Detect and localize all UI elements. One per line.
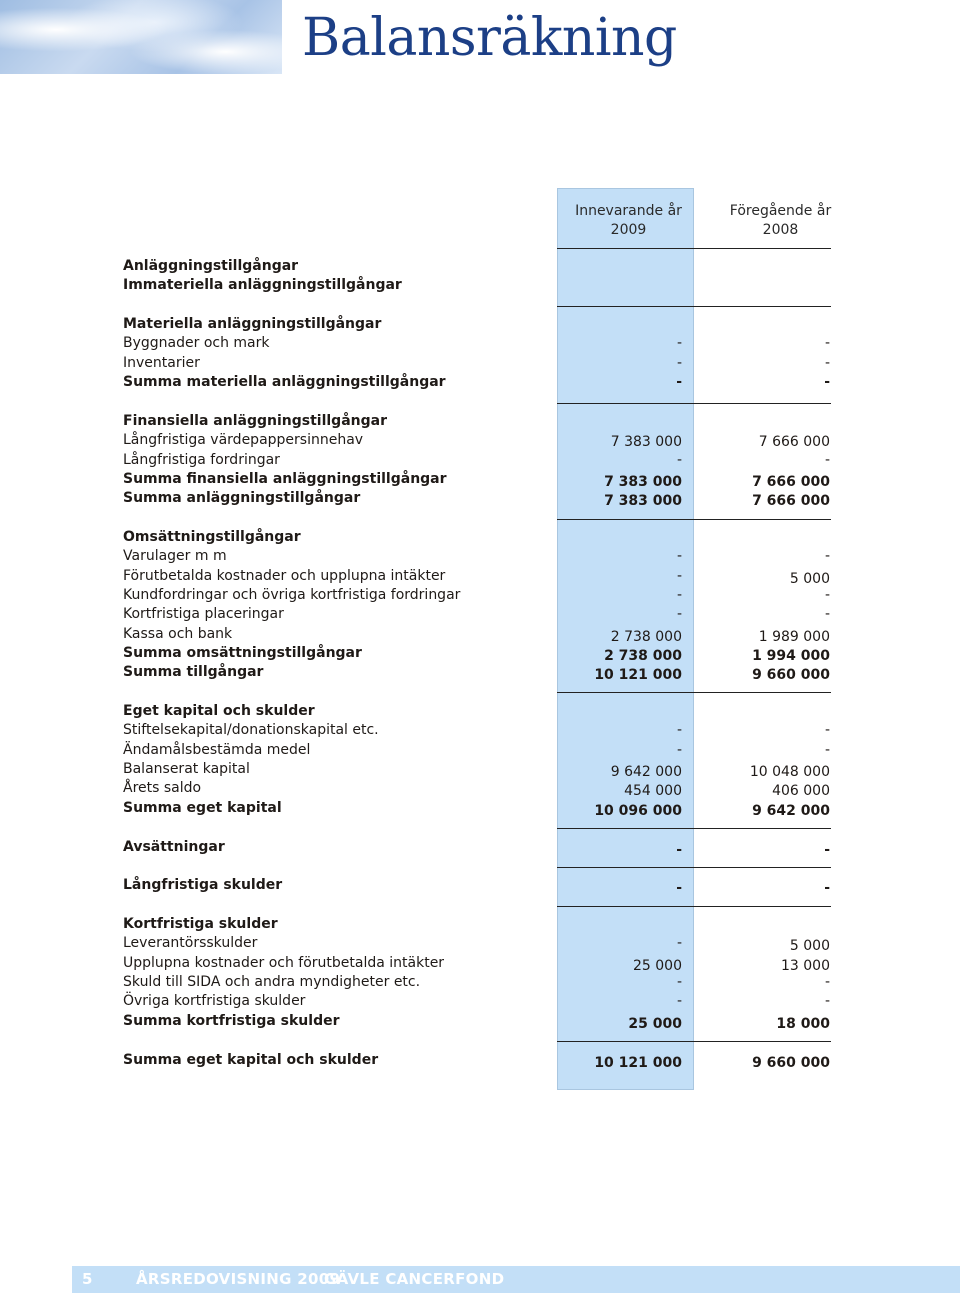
table-row (0, 335, 960, 355)
row-label: Balanserat kapital (123, 761, 250, 777)
row-label: Avsättningar (123, 839, 225, 855)
previous-value: 7 666 000 (752, 474, 830, 490)
previous-value: - (824, 452, 830, 468)
table-row (0, 258, 960, 278)
row-label: Årets saldo (123, 780, 202, 796)
divider-langfristiga (557, 906, 831, 907)
table-row (0, 316, 960, 336)
row-label: Anläggningstillgångar (123, 258, 299, 274)
previous-value: 13 000 (781, 958, 830, 974)
table-row (0, 355, 960, 375)
row-label: Summa anläggningstillgångar (123, 490, 361, 506)
previous-value: - (824, 335, 830, 351)
previous-value: 7 666 000 (758, 434, 830, 450)
current-value: 2 738 000 (604, 648, 682, 664)
row-label: Stiftelsekapital/donationskapital etc. (123, 722, 379, 738)
current-value: - (676, 722, 682, 738)
current-value: 25 000 (633, 958, 682, 974)
row-label: Summa eget kapital (123, 800, 282, 816)
row-label: Leverantörsskulder (123, 935, 258, 951)
table-row (0, 606, 960, 626)
footer-publication: ÅRSREDOVISNING 2009 (136, 1270, 341, 1288)
table-row (0, 780, 960, 800)
row-label: Långfristiga skulder (123, 877, 283, 893)
previous-value: 406 000 (772, 783, 830, 799)
table-row (0, 955, 960, 975)
table-row (0, 432, 960, 452)
previous-value: - (824, 548, 830, 564)
current-value: 7 383 000 (610, 434, 682, 450)
table-row (0, 722, 960, 742)
current-value: 10 121 000 (594, 1055, 682, 1071)
row-label: Finansiella anläggningstillgångar (123, 413, 387, 429)
table-row (0, 916, 960, 936)
previous-value: - (824, 993, 830, 1009)
row-label: Kundfordringar och övriga kortfristiga fordringar (123, 587, 461, 603)
previous-value: - (824, 880, 830, 896)
divider-kortfristiga (557, 1041, 831, 1042)
previous-value: 9 660 000 (752, 1055, 830, 1071)
current-value: - (676, 842, 682, 858)
row-label: Långfristiga värdepappersinnehav (123, 432, 364, 448)
table-row (0, 471, 960, 491)
current-value: 10 096 000 (594, 803, 682, 819)
page-number: 5 (82, 1270, 93, 1288)
table-row (0, 490, 960, 510)
previous-value: - (824, 587, 830, 603)
current-value: - (676, 606, 682, 622)
footer-organization: GÄVLE CANCERFOND (324, 1270, 505, 1288)
table-row (0, 277, 960, 297)
row-label: Omsättningstillgångar (123, 529, 301, 545)
previous-value: - (824, 355, 830, 371)
table-row (0, 413, 960, 433)
row-label: Skuld till SIDA och andra myndigheter etc. (123, 974, 421, 990)
previous-year-value: 2008 (762, 222, 799, 238)
table-row (0, 974, 960, 994)
divider-tillgangar (557, 692, 831, 693)
row-label: Byggnader och mark (123, 335, 270, 351)
previous-value: 1 994 000 (752, 648, 830, 664)
table-row (0, 800, 960, 820)
row-label: Immateriella anläggningstillgångar (123, 277, 402, 293)
current-value: - (676, 568, 682, 584)
row-label: Inventarier (123, 355, 200, 371)
header-flower-image (0, 0, 282, 74)
current-value: - (676, 993, 682, 1009)
table-row (0, 877, 960, 897)
row-label: Ändamålsbestämda medel (123, 742, 311, 758)
row-label: Varulager m m (123, 548, 227, 564)
current-year-value: 2009 (610, 222, 647, 238)
previous-value: - (824, 606, 830, 622)
row-label: Summa kortfristiga skulder (123, 1013, 340, 1029)
current-value: - (676, 742, 682, 758)
row-label: Kortfristiga placeringar (123, 606, 284, 622)
previous-value: 7 666 000 (752, 493, 830, 509)
current-value: 2 738 000 (610, 629, 682, 645)
divider-avsattningar (557, 867, 831, 868)
divider-eget-kapital (557, 828, 831, 829)
current-value: - (676, 452, 682, 468)
previous-value: - (824, 974, 830, 990)
table-row (0, 742, 960, 762)
table-row (0, 568, 960, 588)
previous-value: - (824, 742, 830, 758)
current-value: - (676, 880, 682, 896)
current-value: - (676, 374, 682, 390)
table-row (0, 548, 960, 568)
previous-value: 5 000 (789, 571, 830, 587)
current-value: - (676, 587, 682, 603)
current-value: 454 000 (624, 783, 682, 799)
table-row (0, 374, 960, 394)
previous-value: 18 000 (776, 1016, 830, 1032)
previous-value: - (824, 842, 830, 858)
previous-value: 1 989 000 (758, 629, 830, 645)
previous-value: - (824, 374, 830, 390)
table-row (0, 761, 960, 781)
table-row (0, 993, 960, 1013)
previous-year-label: Föregående år (729, 203, 832, 219)
page-title: Balansräkning (302, 8, 677, 68)
current-value: - (676, 935, 682, 951)
table-row (0, 452, 960, 472)
previous-value: 5 000 (789, 938, 830, 954)
table-row (0, 1052, 960, 1072)
row-label: Förutbetalda kostnader och upplupna intäkter (123, 568, 446, 584)
current-value: - (676, 355, 682, 371)
row-label: Eget kapital och skulder (123, 703, 315, 719)
current-year-label: Innevarande år (575, 203, 682, 219)
current-value: - (676, 335, 682, 351)
current-value: - (676, 974, 682, 990)
previous-value: 9 642 000 (752, 803, 830, 819)
divider-materiella (557, 403, 831, 404)
row-label: Summa materiella anläggningstillgångar (123, 374, 446, 390)
divider-immateriella (557, 306, 831, 307)
current-value: 7 383 000 (604, 474, 682, 490)
current-value: 25 000 (628, 1016, 682, 1032)
table-row (0, 529, 960, 549)
current-value: 10 121 000 (594, 667, 682, 683)
previous-value: 10 048 000 (749, 764, 830, 780)
row-label: Kassa och bank (123, 626, 233, 642)
table-row (0, 664, 960, 684)
table-row (0, 839, 960, 859)
previous-value: - (824, 722, 830, 738)
current-value: 7 383 000 (604, 493, 682, 509)
divider-header (557, 248, 831, 249)
row-label: Övriga kortfristiga skulder (123, 993, 306, 1009)
row-label: Summa omsättningstillgångar (123, 645, 362, 661)
table-row (0, 626, 960, 646)
table-row (0, 1013, 960, 1033)
row-label: Kortfristiga skulder (123, 916, 278, 932)
table-row (0, 935, 960, 955)
row-label: Summa tillgångar (123, 664, 264, 680)
current-year-header (560, 202, 697, 240)
row-label: Summa eget kapital och skulder (123, 1052, 379, 1068)
previous-year-header (712, 202, 849, 240)
row-label: Upplupna kostnader och förutbetalda intäkter (123, 955, 445, 971)
row-label: Materiella anläggningstillgångar (123, 316, 382, 332)
current-value: - (676, 548, 682, 564)
table-row (0, 587, 960, 607)
divider-anlaggning (557, 519, 831, 520)
row-label: Summa finansiella anläggningstillgångar (123, 471, 447, 487)
table-row (0, 645, 960, 665)
table-row (0, 703, 960, 723)
row-label: Långfristiga fordringar (123, 452, 280, 468)
previous-value: 9 660 000 (752, 667, 830, 683)
current-value: 9 642 000 (610, 764, 682, 780)
